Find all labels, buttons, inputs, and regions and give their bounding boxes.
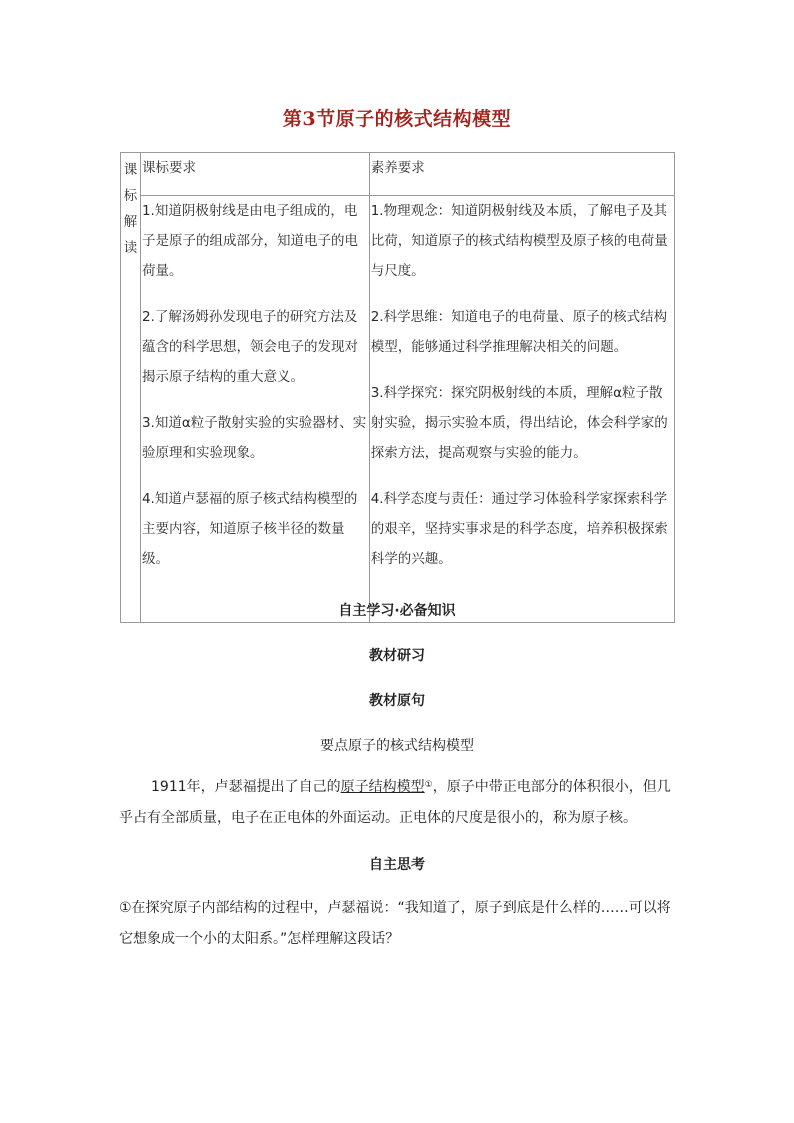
page-title: 第3节原子的核式结构模型 xyxy=(282,108,512,130)
footnote-marker: ① xyxy=(424,780,433,790)
curriculum-item: 4.知道卢瑟福的原子核式结构模型的主要内容，知道原子核半径的数量级。 xyxy=(141,491,358,567)
paragraph-text-after: ，原子中带正电部分的体积很小，但几乎占有全部质量，电子在正电体的外面运动。正电体的尺度是很小的，称为原子核。 xyxy=(119,779,671,826)
curriculum-item: 1.知道阴极射线是由电子组成的，电子是原子的组成部分，知道电子的电荷量。 xyxy=(141,203,358,279)
thinking-question: ①在探究原子内部结构的过程中，卢瑟福说：“我知道了，原子到底是什么样的……可以将它想象成一个小的太阳系。”怎样理解这段话？ xyxy=(119,900,671,947)
sub-heading-textbook-study: 教材研习 xyxy=(369,648,425,664)
competency-item: 3.科学探究：探究阴极射线的本质，理解α粒子散射实验，揭示实验本质，得出结论，体会科学家的探索方法，提高观察与实验的能力。 xyxy=(370,385,668,461)
competency-item: 2.科学思维：知道电子的电荷量、原子的核式结构模型，能够通过科学推理解决相关的问题。 xyxy=(370,309,668,355)
curriculum-item: 3.知道α粒子散射实验的实验器材、实验原理和实验现象。 xyxy=(141,415,367,461)
curriculum-requirements-header: 课标要求 xyxy=(140,153,369,196)
vertical-label-char: 标 xyxy=(123,188,138,204)
competency-item: 1.物理观念：知道阴极射线及本质，了解电子及其比荷，知道原子的核式结构模型及原子核的电荷量与尺度。 xyxy=(370,203,668,279)
textbook-paragraph xyxy=(119,772,675,834)
vertical-label-char: 解 xyxy=(123,214,138,230)
curriculum-item: 2.了解汤姆孙发现电子的研究方法及蕴含的科学思想，领会电子的发现对揭示原子结构的重大意义。 xyxy=(141,309,358,385)
curriculum-requirements-cell xyxy=(140,196,369,623)
competency-item: 4.科学态度与责任：通过学习体验科学家探索科学的艰辛，坚持实事求是的科学态度，培养积极探索科学的兴趣。 xyxy=(370,491,668,567)
paragraph-text-before: 1911年，卢瑟福提出了自己的 xyxy=(151,779,341,795)
section-heading: 自主学习·必备知识 xyxy=(338,603,456,619)
vertical-label-char: 课 xyxy=(123,162,138,178)
sub-heading-textbook-original: 教材原句 xyxy=(369,693,425,709)
competency-requirements-cell xyxy=(369,196,674,623)
self-thinking-heading: 自主思考 xyxy=(369,857,425,873)
underlined-term: 原子结构模型 xyxy=(340,779,425,795)
vertical-label-char: 读 xyxy=(123,240,138,256)
key-point-heading: 要点原子的核式结构模型 xyxy=(320,738,474,754)
standards-table xyxy=(120,152,675,623)
standards-vertical-label xyxy=(121,153,141,623)
competency-requirements-header: 素养要求 xyxy=(369,153,674,196)
